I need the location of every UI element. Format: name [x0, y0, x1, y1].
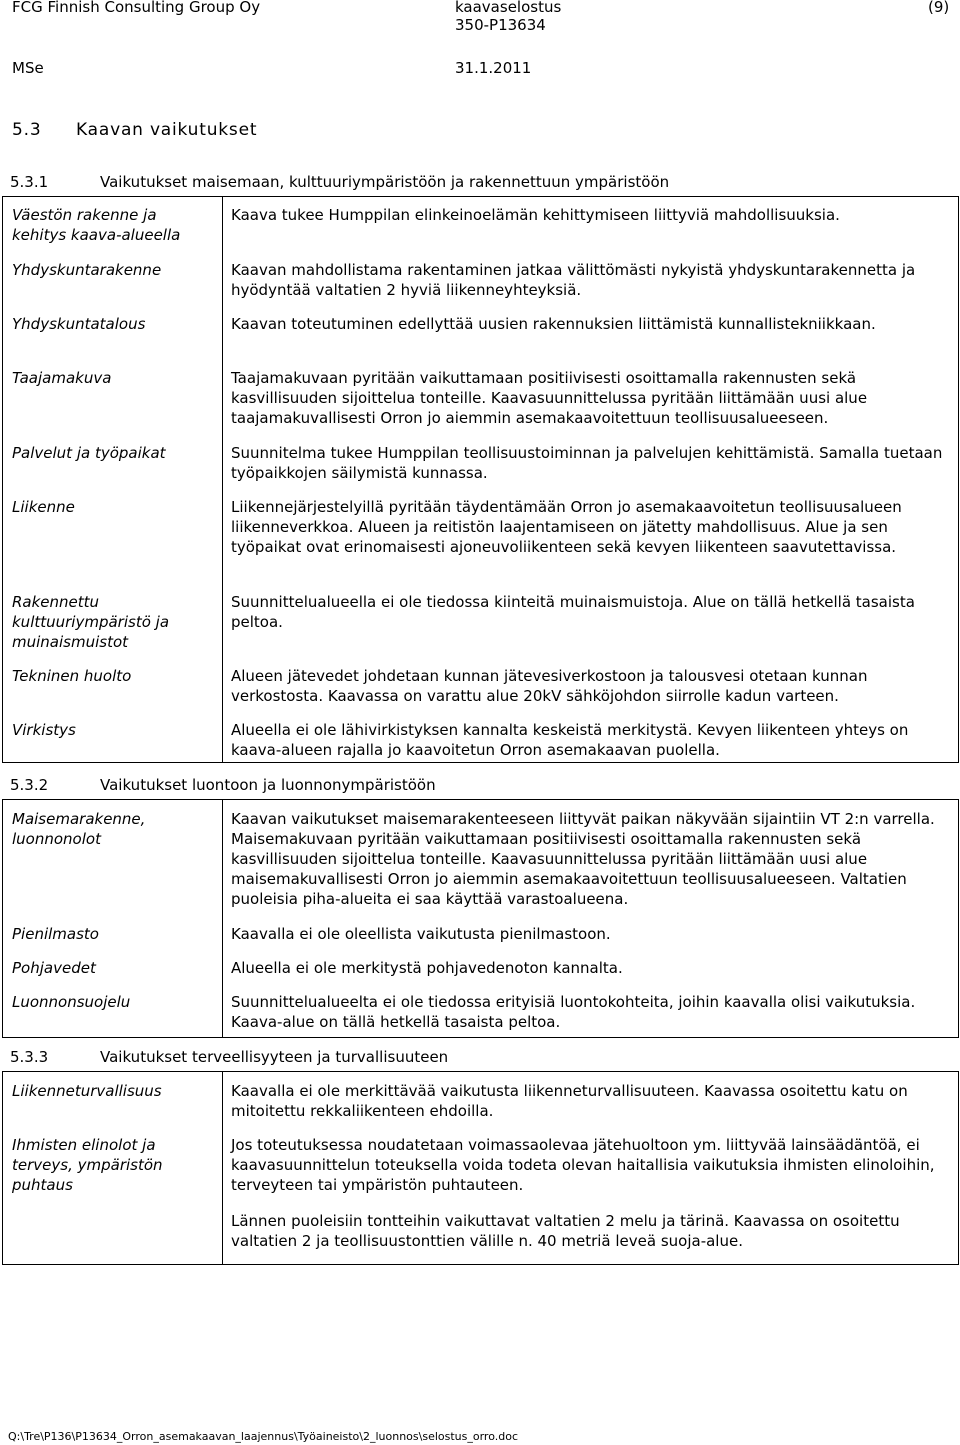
row-label: Palvelut ja työpaikat	[12, 444, 166, 462]
paragraph: Suunnittelualueella ei ole tiedossa kiinteitä muinaismuistoja. Alue on tällä hetkellä tasaista peltoa.	[231, 593, 915, 631]
row-label: Liikenneturvallisuus	[12, 1082, 162, 1100]
row-text	[231, 720, 953, 760]
paragraph: Alueella ei ole lähivirkistyksen kannalta keskeistä merkitystä. Kevyen liikenteen yhteys on kaava-alueen rajalla jo kaavoitetun Orron asemakaavan puolella.	[231, 721, 909, 759]
page-number: (9)	[928, 0, 950, 16]
paragraph: Taajamakuvaan pyritään vaikuttamaan positiivisesti osoittamalla rakennusten sekä kasvillisuuden sijoittelua tonteille. Kaavasuunnittelussa pyritään liittämään uusi alue taajamakuvallisesti Orron jo aiemmin asemakaavoitettuun teollisuusalueeseen.	[231, 369, 868, 427]
row-text	[231, 1135, 953, 1251]
paragraph: Lännen puoleisiin tontteihin vaikuttavat valtatien 2 melu ja tärinä. Kaavassa on osoitettu valtatien 2 ja teollisuustonttien välille n. 40 metriä leveä suoja-alue.	[231, 1212, 900, 1250]
row-label: Väestön rakenne ja kehitys kaava-alueella	[12, 206, 181, 244]
paragraph: Kaavalla ei ole merkittävää vaikutusta liikenneturvallisuuteen. Kaavassa osoitettu katu on mitoitettu rekkaliikenteen ehdoilla.	[231, 1082, 908, 1120]
subsection-heading	[10, 1047, 448, 1067]
subsection-number: 5.3.3	[10, 1048, 49, 1066]
company-name: FCG Finnish Consulting Group Oy	[12, 0, 261, 16]
subsection-heading	[10, 172, 669, 192]
subsection-title: Vaikutukset maisemaan, kulttuuriympäristöön ja rakennettuun ympäristöön	[100, 173, 670, 191]
column-divider	[222, 799, 223, 1037]
row-text	[231, 592, 953, 632]
row-label: Liikenne	[12, 498, 75, 516]
row-label: Taajamakuva	[12, 369, 112, 387]
paragraph: Suunnittelualueelta ei ole tiedossa erityisiä luontokohteita, joihin kaavalla olisi vaikutuksia. Kaava-alue on tällä hetkellä tasaista peltoa.	[231, 993, 916, 1031]
paragraph: Liikennejärjestelyillä pyritään täydentämään Orron jo asemakaavoitetun teollisuusalueen liikenneverkkoa. Alueen ja reitistön laajentamiseen on jätetty mahdollisuus. Alue ja sen työpaikat ovat erinomaisesti ajoneuvoliikenteen sekä kevyen liikenteen saavutettavissa.	[231, 498, 902, 556]
row-label: Luonnonsuojelu	[12, 993, 131, 1011]
paragraph: Kaava tukee Humppilan elinkeinoelämän kehittymiseen liittyviä mahdollisuuksia.	[231, 206, 840, 224]
row-text	[231, 205, 953, 225]
section-title: Kaavan vaikutukset	[76, 120, 258, 140]
row-text	[231, 1081, 953, 1121]
row-label: Yhdyskuntatalous	[12, 315, 146, 333]
row-label: Pienilmasto	[12, 925, 99, 943]
row-text	[231, 992, 953, 1032]
column-divider	[222, 197, 223, 762]
row-text	[231, 924, 953, 944]
document-date: 31.1.2011	[455, 59, 532, 77]
rule-5-3-3	[2, 1071, 959, 1072]
paragraph: Kaavalla ei ole oleellista vaikutusta pienilmastoon.	[231, 925, 611, 943]
row-text	[231, 260, 953, 300]
subsection-number: 5.3.1	[10, 173, 49, 191]
row-label: Ihmisten elinolot ja terveys, ympäristön puhtaus	[12, 1136, 163, 1194]
paragraph: Kaavan toteutuminen edellyttää uusien rakennuksien liittämistä kunnallistekniikkaan.	[231, 315, 876, 333]
row-text	[231, 314, 953, 334]
document-type: kaavaselostus	[455, 0, 562, 16]
subsection-title: Vaikutukset luontoon ja luonnonympäristöön	[100, 776, 436, 794]
document-number: 350-P13634	[455, 16, 546, 34]
rule-5-3-1	[2, 196, 959, 197]
column-divider	[222, 1071, 223, 1264]
paragraph: Kaavan vaikutukset maisemarakenteeseen liittyvät paikan näkyvään sijaintiin VT 2:n varrella. Maisemakuvaan pyritään vaikuttamaan positiivisesti osoittamalla rakennusten sekä kasvillisuuden sijoittelua tonteille. Kaavasuunnittelussa pyritään liittämään uusi alue maisemakuvallisesti Orron jo aiemmin asemakaavoitettuun teollisuusalueeseen. Valtatien puoleisia piha-alueita ei saa käyttää varastoalueena.	[231, 810, 935, 908]
row-label: Tekninen huolto	[12, 667, 132, 685]
row-text	[231, 368, 953, 428]
row-label: Rakennettu kulttuuriympäristö ja muinaismuistot	[12, 593, 170, 651]
row-label: Maisemarakenne, luonnonolot	[12, 810, 146, 848]
row-text	[231, 443, 953, 483]
row-label: Virkistys	[12, 721, 76, 739]
subsection-number: 5.3.2	[10, 776, 49, 794]
section-heading	[12, 120, 257, 140]
row-text	[231, 809, 953, 909]
file-path-footer: Q:\Tre\P136\P13634_Orron_asemakaavan_laajennus\Työaineisto\2_luonnos\selostus_orro.doc	[8, 1430, 518, 1443]
subsection-title: Vaikutukset terveellisyyteen ja turvallisuuteen	[100, 1048, 449, 1066]
subsection-heading	[10, 775, 436, 795]
author-initials: MSe	[12, 59, 44, 77]
paragraph: Alueen jätevedet johdetaan kunnan jätevesiverkostoon ja talousvesi otetaan kunnan verkostosta. Kaavassa on varattu alue 20kV sähköjohdon siirrolle kadun varteen.	[231, 667, 868, 705]
section-number: 5.3	[12, 120, 42, 140]
rule-5-3-2	[2, 799, 959, 800]
row-text	[231, 666, 953, 706]
row-text	[231, 497, 953, 557]
paragraph: Jos toteutuksessa noudatetaan voimassaolevaa jätehuoltoon ym. liittyvää lainsäädäntöä, ei kaavasuunnittelun toteuksella voida todeta olevan haitallisia vaikutuksia ihmisten elinoloihin, terveyteen tai ympäristön puhtauteen.	[231, 1136, 935, 1194]
paragraph: Suunnitelma tukee Humppilan teollisuustoiminnan ja palvelujen kehittämistä. Samalla tuetaan työpaikkojen säilymistä kunnassa.	[231, 444, 943, 482]
row-text	[231, 958, 953, 978]
rule-5-3-1-bottom	[2, 762, 959, 763]
row-label: Yhdyskuntarakenne	[12, 261, 162, 279]
row-label: Pohjavedet	[12, 959, 96, 977]
paragraph: Alueella ei ole merkitystä pohjavedenoton kannalta.	[231, 959, 623, 977]
paragraph: Kaavan mahdollistama rakentaminen jatkaa välittömästi nykyistä yhdyskuntarakennetta ja hyödyntää valtatien 2 hyviä liikenneyhteyksiä.	[231, 261, 916, 299]
